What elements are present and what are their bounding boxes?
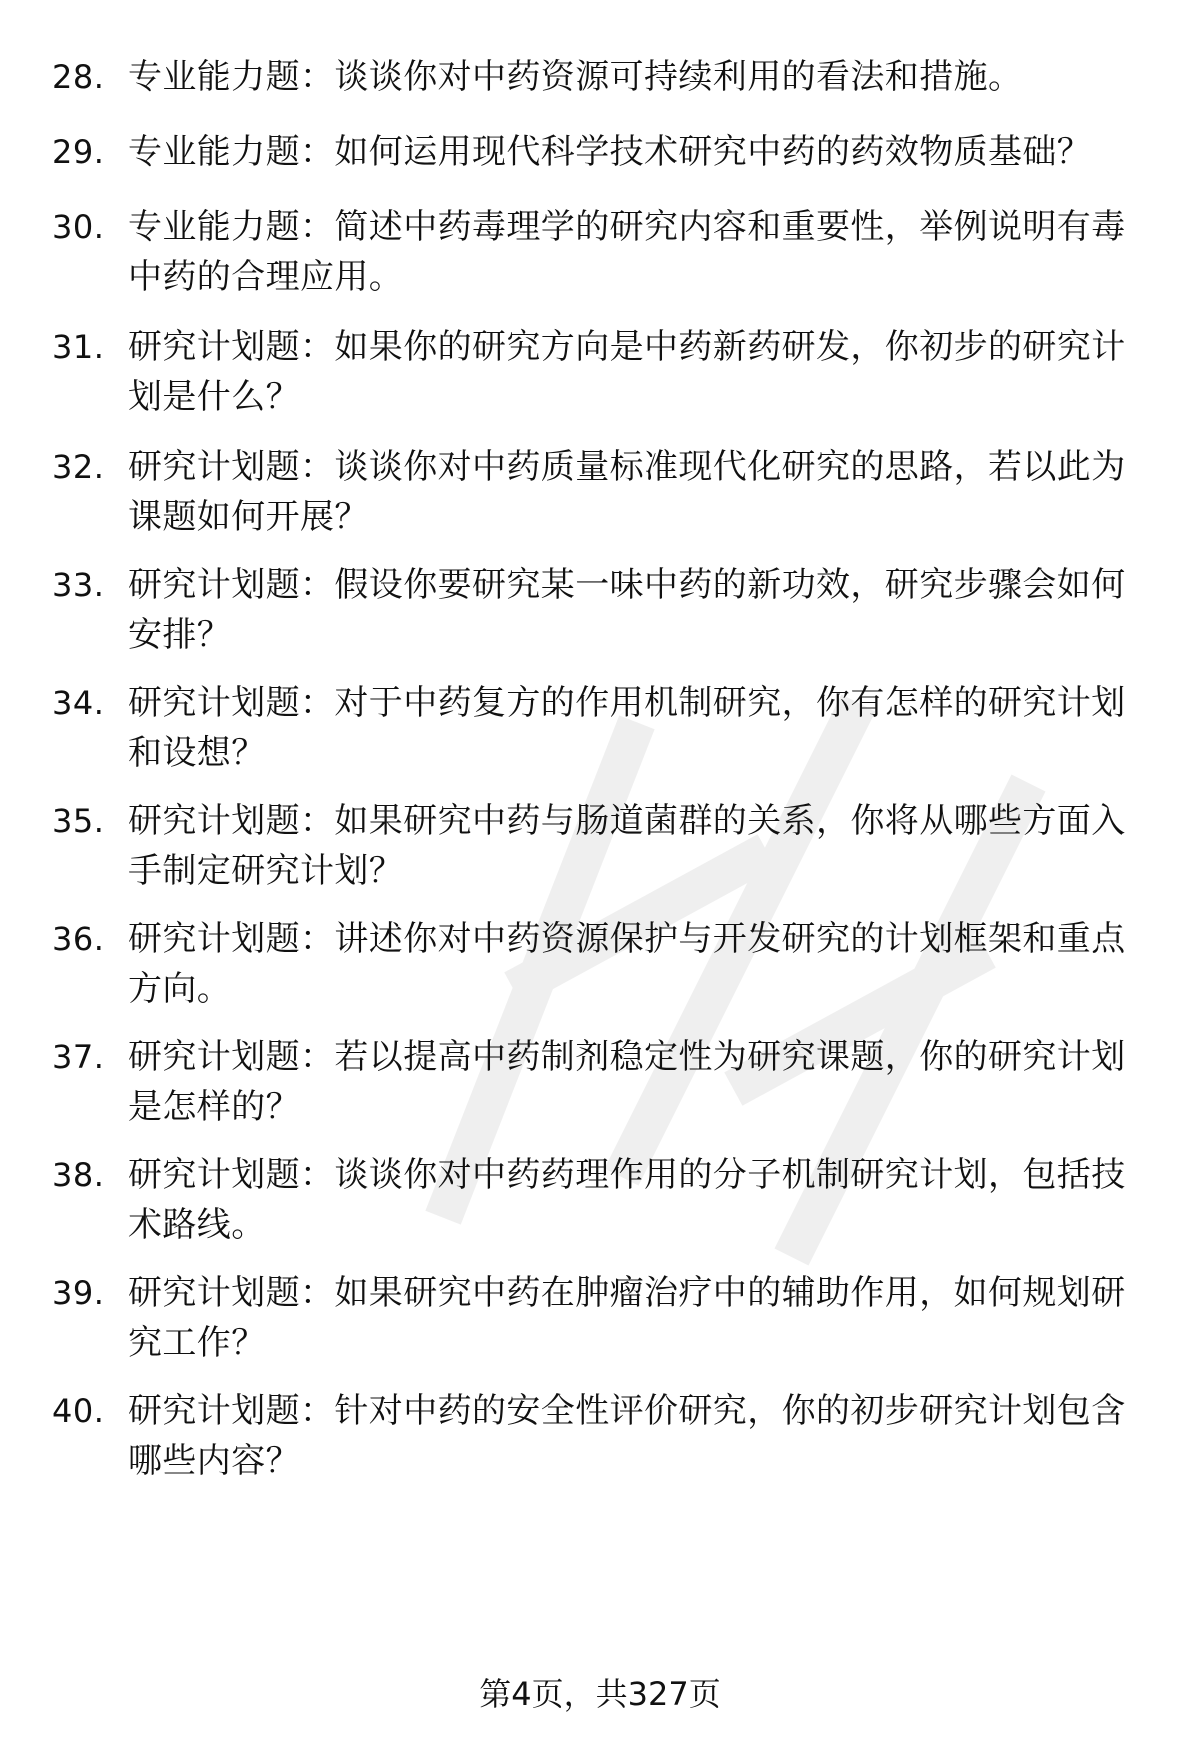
question-number: 28. [52, 58, 105, 96]
question-number: 38. [52, 1156, 105, 1194]
question-text: 专业能力题：如何运用现代科学技术研究中药的药效物质基础？ [128, 132, 1092, 172]
question-text: 研究计划题：若以提高中药制剂稳定性为研究课题，你的研究计划是怎样的？ [128, 1037, 1126, 1127]
question-text: 研究计划题：针对中药的安全性评价研究，你的初步研究计划包含哪些内容？ [128, 1391, 1126, 1481]
question-number: 31. [52, 328, 105, 366]
question-number: 33. [52, 566, 105, 604]
question-number: 29. [52, 133, 105, 171]
question-text: 研究计划题：对于中药复方的作用机制研究，你有怎样的研究计划和设想？ [128, 683, 1126, 773]
question-text: 研究计划题：假设你要研究某一味中药的新功效，研究步骤会如何安排？ [128, 565, 1126, 655]
question-text: 研究计划题：谈谈你对中药药理作用的分子机制研究计划，包括技术路线。 [128, 1155, 1126, 1245]
question-text: 研究计划题：如果研究中药与肠道菌群的关系，你将从哪些方面入手制定研究计划？ [128, 801, 1126, 891]
question-number: 39. [52, 1274, 105, 1312]
question-number: 36. [52, 920, 105, 958]
question-number: 30. [52, 208, 105, 246]
question-number: 34. [52, 684, 105, 722]
question-number: 32. [52, 448, 105, 486]
question-text: 研究计划题：如果你的研究方向是中药新药研发，你初步的研究计划是什么？ [128, 327, 1126, 417]
question-text: 研究计划题：讲述你对中药资源保护与开发研究的计划框架和重点方向。 [128, 919, 1126, 1009]
question-number: 37. [52, 1038, 105, 1076]
question-text: 研究计划题：如果研究中药在肿瘤治疗中的辅助作用，如何规划研究工作？ [128, 1273, 1126, 1363]
question-text: 专业能力题：简述中药毒理学的研究内容和重要性，举例说明有毒中药的合理应用。 [128, 207, 1126, 297]
question-text: 研究计划题：谈谈你对中药质量标准现代化研究的思路，若以此为课题如何开展？ [128, 447, 1126, 537]
question-text: 专业能力题：谈谈你对中药资源可持续利用的看法和措施。 [128, 57, 1023, 97]
question-number: 40. [52, 1392, 105, 1430]
page-number: 第4页，共327页 [479, 1675, 721, 1713]
question-number: 35. [52, 802, 105, 840]
